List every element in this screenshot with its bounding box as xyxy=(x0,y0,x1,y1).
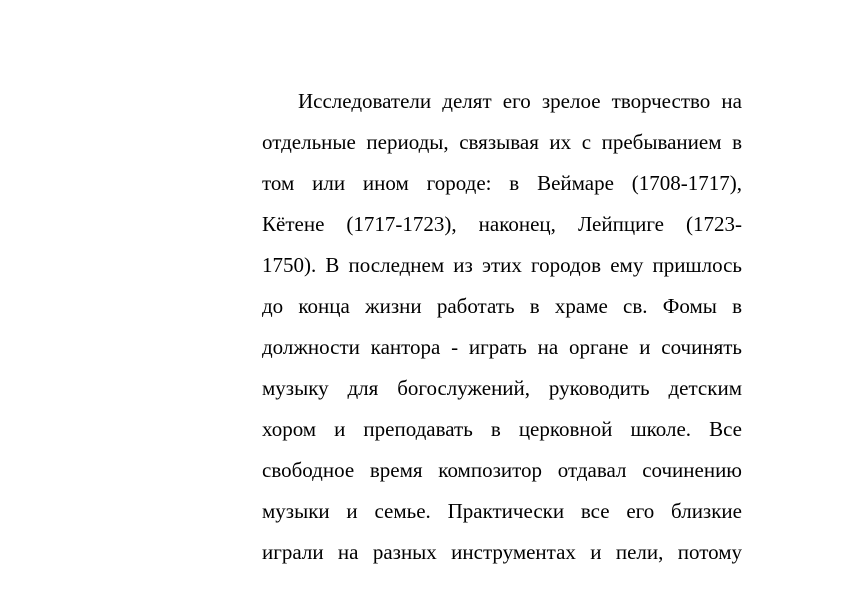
text-line: 1750). В последнем из этих городов ему пришлось xyxy=(262,253,742,277)
text-line: музыки и семье. Практически все его близкие xyxy=(262,499,742,523)
text-line: до конца жизни работать в храме св. Фомы в xyxy=(262,294,742,318)
text-line: отдельные периоды, связывая их с пребыванием в xyxy=(262,130,742,154)
text-line: Кётене (1717-1723), наконец, Лейпциге (1723- xyxy=(262,212,742,236)
text-line: свободное время композитор отдавал сочинению xyxy=(262,458,742,482)
text-line: должности кантора - играть на органе и сочинять xyxy=(262,335,742,359)
body-paragraph xyxy=(262,81,742,573)
text-line: играли на разных инструментах и пели, потому xyxy=(262,540,742,564)
text-line: том или ином городе: в Веймаре (1708-1717), xyxy=(262,171,742,195)
text-line: музыку для богослужений, руководить детским xyxy=(262,376,742,400)
text-line: хором и преподавать в церковной школе. Все xyxy=(262,417,742,441)
text-line: Исследователи делят его зрелое творчество на xyxy=(298,89,742,113)
